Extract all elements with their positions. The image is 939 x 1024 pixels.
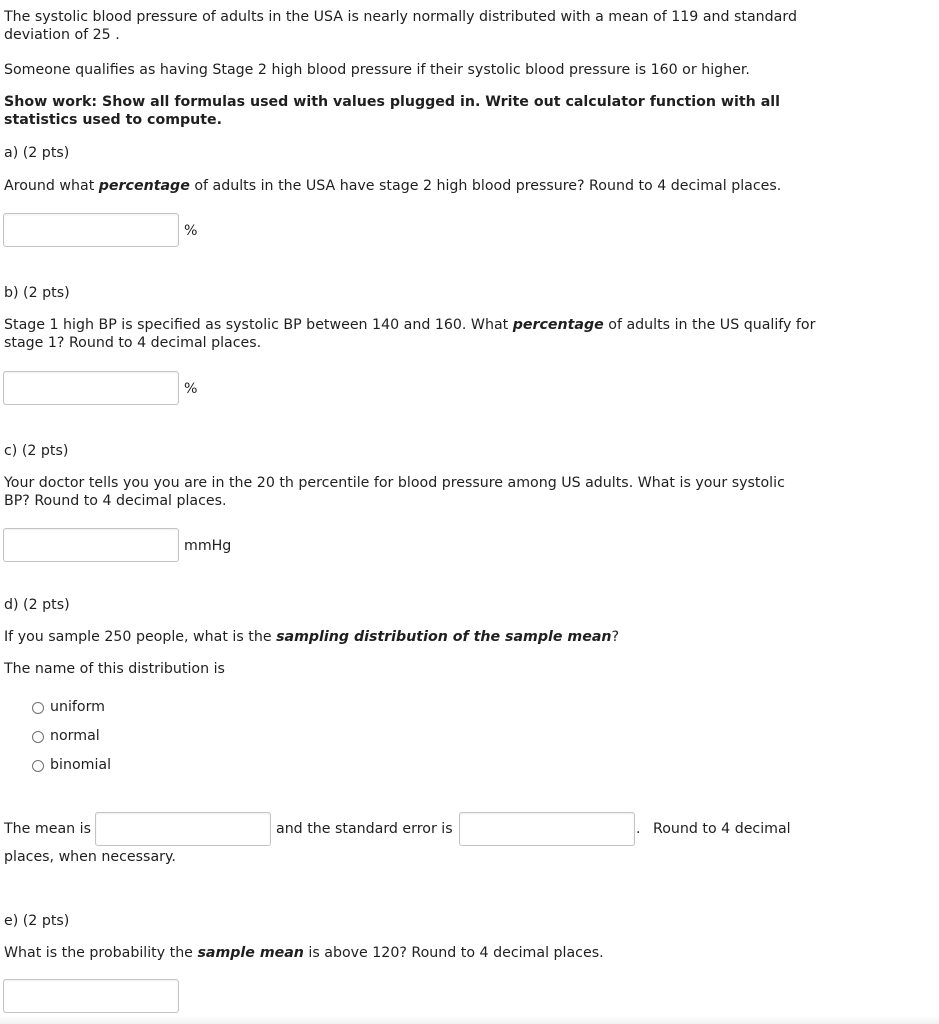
stage2-definition: Someone qualifies as having Stage 2 high blood pressure if their systolic blood pressure is 160 or higher. bbox=[4, 62, 750, 78]
part-e-question: What is the probability the sample mean is above 120? Round to 4 decimal places. bbox=[4, 945, 604, 961]
radio-button[interactable] bbox=[32, 760, 44, 772]
part-b-answer-input[interactable] bbox=[3, 371, 179, 405]
option-label: uniform bbox=[50, 699, 106, 715]
mean-label: The mean is bbox=[4, 821, 91, 837]
radio-button[interactable] bbox=[32, 702, 44, 714]
part-b-label: b) (2 pts) bbox=[4, 285, 70, 301]
part-b-question: Stage 1 high BP is specified as systolic BP between 140 and 160. What percentage of adults in the US qualify for stage 1? Round to 4 decimal places. bbox=[4, 317, 816, 351]
option-binomial[interactable] bbox=[32, 757, 111, 775]
option-label: normal bbox=[50, 728, 100, 744]
part-c-label: c) (2 pts) bbox=[4, 443, 69, 459]
distribution-name-prompt: The name of this distribution is bbox=[4, 661, 225, 677]
radio-button[interactable] bbox=[32, 731, 44, 743]
part-a-unit: % bbox=[184, 223, 198, 239]
standard-error-label: and the standard error is bbox=[276, 821, 453, 837]
part-e-label: e) (2 pts) bbox=[4, 913, 70, 929]
mean-input[interactable] bbox=[95, 812, 271, 846]
option-normal[interactable] bbox=[32, 728, 100, 746]
part-a-question: Around what percentage of adults in the USA have stage 2 high blood pressure? Round to 4 decimal places. bbox=[4, 178, 782, 194]
part-d-label: d) (2 pts) bbox=[4, 597, 70, 613]
standard-error-input[interactable] bbox=[459, 812, 635, 846]
round-note: Round to 4 decimal bbox=[653, 821, 791, 837]
part-b-unit: % bbox=[184, 381, 198, 397]
part-c-question: Your doctor tells you you are in the 20 th percentile for blood pressure among US adults. What is your systolic BP? Round to 4 decimal places. bbox=[4, 475, 785, 509]
part-e-answer-input[interactable] bbox=[3, 979, 179, 1013]
round-note-continued: places, when necessary. bbox=[4, 849, 176, 865]
part-a-label: a) (2 pts) bbox=[4, 145, 70, 161]
part-a-answer-input[interactable] bbox=[3, 213, 179, 247]
show-work-instructions: Show work: Show all formulas used with values plugged in. Write out calculator function with all statistics used to compute. bbox=[4, 94, 781, 128]
option-uniform[interactable] bbox=[32, 699, 105, 717]
part-c-answer-input[interactable] bbox=[3, 528, 179, 562]
bottom-edge-shade bbox=[0, 1016, 939, 1024]
part-d-question: If you sample 250 people, what is the sampling distribution of the sample mean? bbox=[4, 629, 620, 645]
period: . bbox=[636, 821, 641, 837]
problem-intro: The systolic blood pressure of adults in the USA is nearly normally distributed with a mean of 119 and standard deviation of 25 . bbox=[4, 9, 797, 43]
option-label: binomial bbox=[50, 757, 112, 773]
part-c-unit: mmHg bbox=[184, 538, 232, 554]
